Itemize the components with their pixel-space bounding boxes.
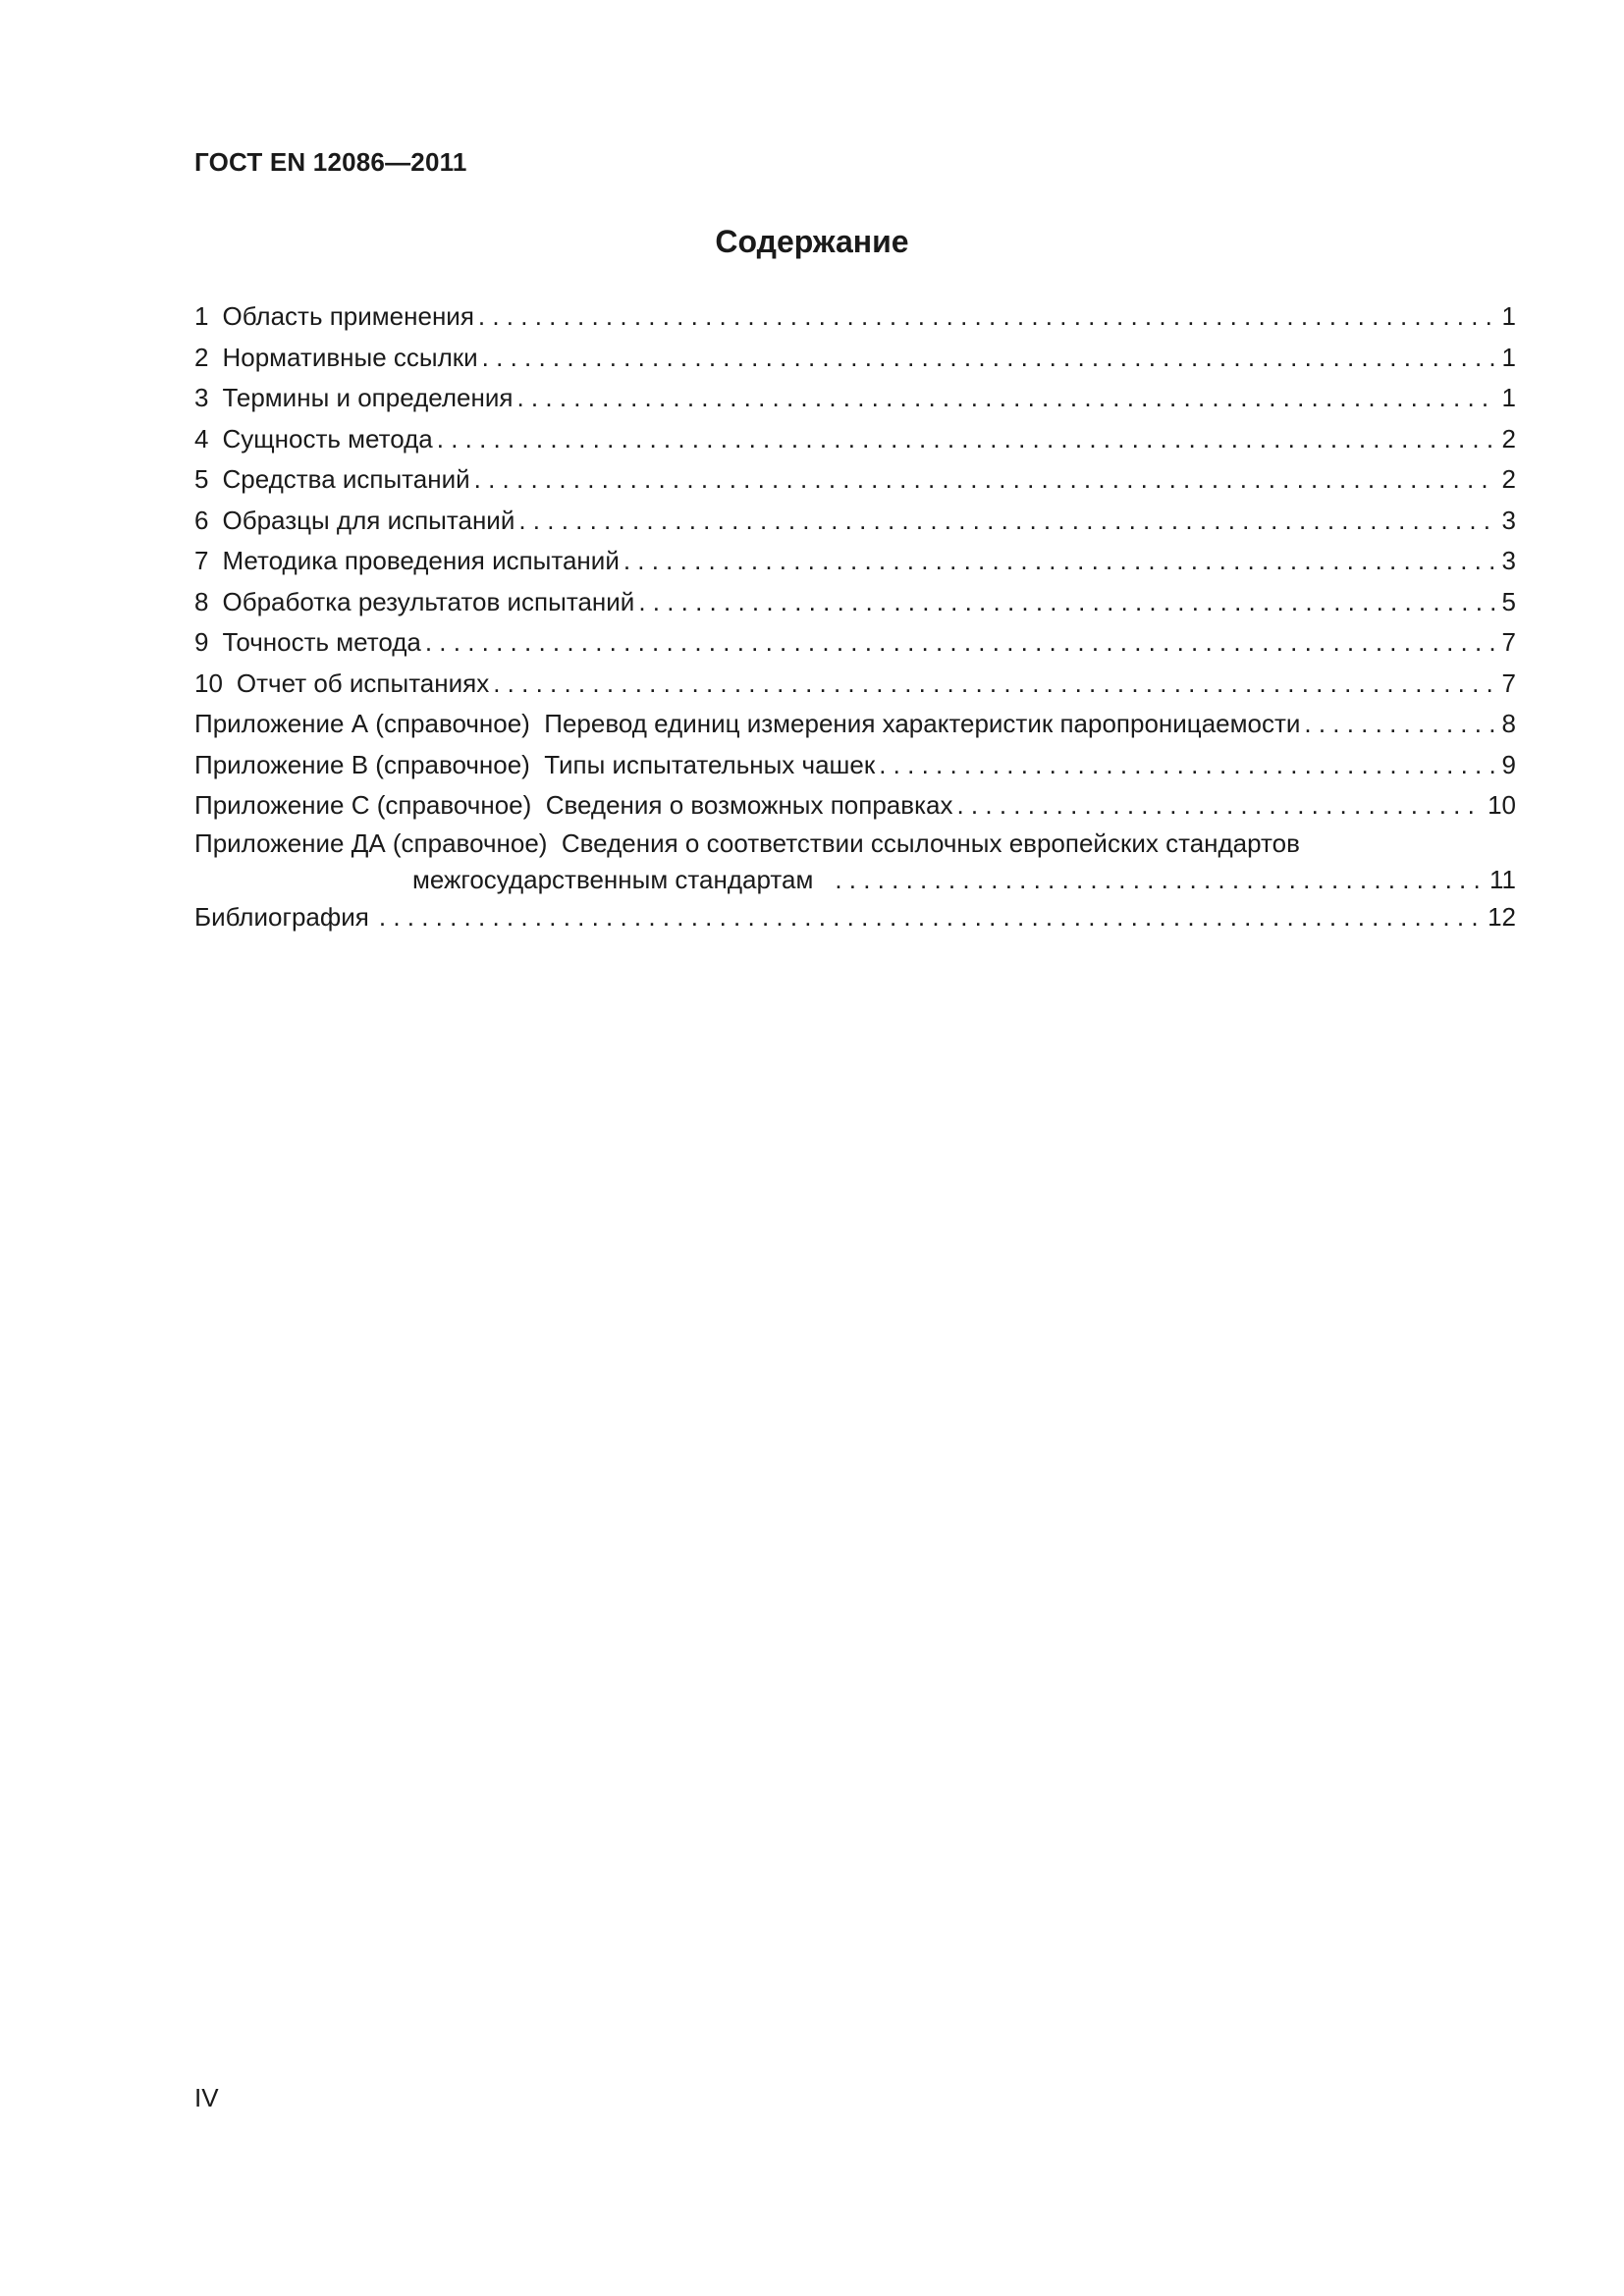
toc-entry-label: Обработка результатов испытаний <box>222 586 635 616</box>
toc-entry-label: Отчет об испытаниях <box>236 667 490 698</box>
toc-leader-dots <box>835 860 1484 899</box>
toc-entry-label: Сущность метода <box>222 423 433 454</box>
toc-entry-number: 7 <box>194 546 209 575</box>
toc-entry-page: 2 <box>1501 464 1516 494</box>
toc-entry-label: Библиография <box>194 901 369 932</box>
toc-entry-label: Средства испытаний <box>222 464 470 494</box>
toc-leader-dots <box>474 459 1496 501</box>
toc-entry-label: Методика проведения испытаний <box>222 546 620 575</box>
toc-title: Содержание <box>715 224 909 259</box>
toc-leader-dots <box>956 785 1482 827</box>
toc-entry-3[interactable] <box>194 378 1516 419</box>
toc-entry-annex-da[interactable] <box>194 827 1516 899</box>
toc-entry-label: Приложение С (справочное) Сведения о возможных поправках <box>194 790 953 820</box>
toc-entry-label: Термины и определения <box>222 383 514 412</box>
toc-entry-label: Приложение В (справочное) Типы испытательных чашек <box>194 749 876 779</box>
toc-leader-dots <box>478 296 1496 338</box>
toc-entry-label-continuation: межгосударственным стандартам <box>412 864 814 894</box>
toc-entry-number: 10 <box>194 667 223 698</box>
toc-leader-dots <box>638 582 1495 623</box>
toc-entry-label: Точность метода <box>222 627 421 657</box>
toc-entry-7[interactable] <box>194 541 1516 582</box>
toc-entry-number: 2 <box>194 342 209 372</box>
toc-entry-number: 3 <box>194 383 209 412</box>
toc-entry-annex-a[interactable] <box>194 704 1516 745</box>
toc-entry-page: 7 <box>1501 627 1516 657</box>
toc-entry-page: 1 <box>1501 342 1516 372</box>
toc-entry-9[interactable] <box>194 622 1516 664</box>
toc-leader-dots <box>1304 704 1495 745</box>
toc-entry-5[interactable] <box>194 459 1516 501</box>
toc-entry-label: Образцы для испытаний <box>222 505 515 535</box>
toc-entry-4[interactable] <box>194 419 1516 460</box>
toc-entry-page: 5 <box>1501 586 1516 616</box>
toc-entry-10[interactable] <box>194 664 1516 705</box>
toc-entry-page: 9 <box>1501 749 1516 779</box>
toc-entry-page: 11 <box>1489 864 1516 894</box>
toc-leader-dots <box>879 745 1495 786</box>
toc-entry-page: 8 <box>1501 709 1516 738</box>
toc-entry-2[interactable] <box>194 338 1516 379</box>
toc-entry-page: 3 <box>1501 546 1516 575</box>
toc-entry-page: 3 <box>1501 505 1516 535</box>
toc-entry-number: 4 <box>194 423 209 454</box>
toc-entry-page: 7 <box>1501 667 1516 698</box>
document-code: ГОСТ EN 12086—2011 <box>194 147 467 177</box>
toc-leader-dots <box>379 897 1482 938</box>
toc-entry-1[interactable] <box>194 296 1516 338</box>
toc-entry-annex-b[interactable] <box>194 745 1516 786</box>
toc-entry-label: Область применения <box>222 301 474 331</box>
toc-entry-8[interactable] <box>194 582 1516 623</box>
toc-entry-page: 1 <box>1501 383 1516 412</box>
toc-entry-page: 1 <box>1501 301 1516 331</box>
toc-entry-number: 6 <box>194 505 209 535</box>
toc-entry-label: Нормативные ссылки <box>222 342 478 372</box>
toc-entry-page: 12 <box>1488 901 1516 932</box>
toc-entry-annex-c[interactable] <box>194 785 1516 827</box>
toc-leader-dots <box>623 541 1496 582</box>
toc-leader-dots <box>518 501 1495 542</box>
toc-leader-dots <box>425 622 1496 664</box>
toc-entry-number: 9 <box>194 627 209 657</box>
toc-entry-number: 8 <box>194 586 209 616</box>
toc-leader-dots <box>493 664 1495 705</box>
toc-entry-label: Приложение ДА (справочное) Сведения о соответствии ссылочных европейских стандартов <box>194 828 1300 858</box>
toc-entry-label: Приложение А (справочное) Перевод единиц измерения характеристик паропроницаемости <box>194 709 1301 738</box>
toc-entry-page: 10 <box>1488 790 1516 820</box>
page-number: IV <box>194 2083 219 2112</box>
toc-leader-dots <box>437 419 1496 460</box>
table-of-contents <box>194 296 1516 937</box>
toc-entry-page: 2 <box>1501 423 1516 454</box>
toc-entry-6[interactable] <box>194 501 1516 542</box>
toc-leader-dots <box>482 338 1496 379</box>
toc-entry-number: 5 <box>194 464 209 494</box>
toc-leader-dots <box>516 378 1495 419</box>
toc-entry-number: 1 <box>194 301 209 331</box>
toc-entry-bibliography[interactable] <box>194 897 1516 938</box>
